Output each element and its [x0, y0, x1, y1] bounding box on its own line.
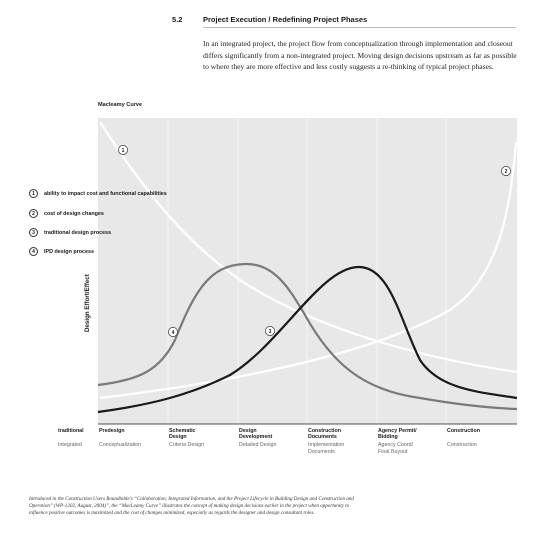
legend-number: 1	[29, 189, 38, 198]
legend-number: 2	[29, 209, 38, 218]
phase-column	[308, 428, 344, 455]
marker-3-label: 3	[268, 329, 272, 335]
curve-1-impact	[100, 122, 517, 372]
phase-integrated-name: Implementation Documents	[308, 442, 345, 455]
curve-marker-3	[265, 326, 274, 335]
legend-number: 4	[29, 247, 38, 256]
phase-integrated-name: Conceptualization	[99, 442, 142, 449]
row-label-traditional: traditional	[58, 428, 84, 434]
marker-4-label: 4	[171, 330, 175, 336]
phase-integrated-name: Agency Coord/ Final Buyout	[378, 442, 414, 455]
legend-item-4	[29, 246, 94, 257]
marker-1-label: 1	[121, 148, 125, 154]
curve-marker-1	[118, 145, 127, 154]
phase-column	[99, 428, 141, 449]
phase-integrated-name: Detailed Design	[239, 442, 277, 449]
curve-4-ipd	[98, 264, 517, 409]
legend-label: cost of design changes	[44, 210, 104, 217]
figure-title: Macleamy Curve	[98, 102, 143, 108]
row-label-integrated: Integrated	[58, 442, 82, 448]
legend-number: 3	[29, 228, 38, 237]
phase-traditional-name: Predesign	[99, 428, 125, 434]
phase-integrated-name: Criteria Design	[169, 442, 205, 449]
legend-label: ability to impact cost and functional capabilities	[44, 190, 167, 197]
phase-traditional-name: Schematic Design	[169, 428, 196, 441]
curve-marker-4	[168, 327, 177, 336]
legend-item-1	[29, 188, 167, 199]
phase-integrated-name: Construction	[447, 442, 477, 449]
legend-item-3	[29, 227, 111, 238]
phase-traditional-name: Design Development	[239, 428, 273, 441]
phase-traditional-name: Construction	[447, 428, 480, 434]
legend-label: traditional design process	[44, 229, 112, 236]
phase-column	[378, 428, 417, 455]
y-axis-label: Design Effort/Effect	[84, 274, 91, 332]
section-number: 5.2	[172, 15, 183, 24]
intro-paragraph: In an integrated project, the project flow from conceptualization through implementation and closeout differs significantly from a non-integrated project. Moving design decisions upstream as far as possible to where they are more effective and less costly suggests a re-thinking of typical project phases.	[203, 39, 517, 72]
phase-traditional-name: Agency Permit/ Bidding	[378, 428, 417, 441]
phase-column	[239, 428, 276, 449]
footnote: Introduced in the Construction Users Roundtable’s “Collaboration, Integrated Information, and the Project Lifecycle in Building Design and Construction and Operation” (WP-1202, August, 2004)”, the “MacLeamy Curve” illustrates the concept of making design decisions earlier in the project when opportunity to influence positive outcomes is maximized and the cost of changes minimized, especially as regards the designer and design consultant roles.	[29, 496, 354, 517]
marker-2-label: 2	[504, 169, 508, 175]
phase-traditional-name: Construction Documents	[308, 428, 341, 441]
phase-column	[447, 428, 480, 449]
legend-label: IPD design process	[44, 248, 95, 255]
section-title: Project Execution / Redefining Project Phases	[203, 15, 368, 24]
curve-marker-2	[501, 166, 510, 175]
legend-item-2	[29, 208, 104, 219]
phase-column	[169, 428, 204, 449]
